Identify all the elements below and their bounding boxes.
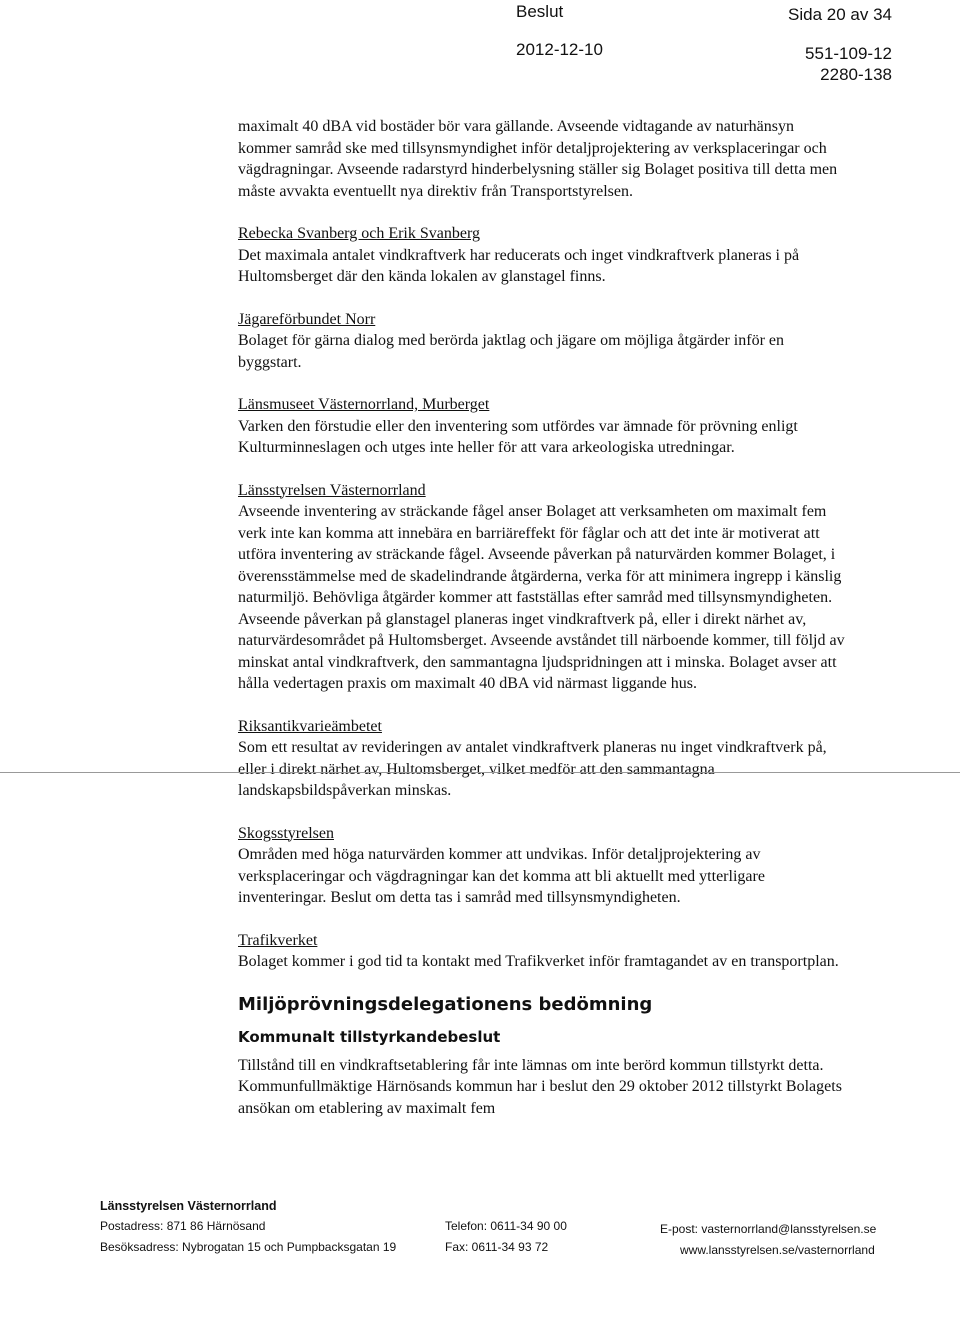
subsection-heading: Kommunalt tillstyrkandebeslut xyxy=(238,1028,501,1046)
response-section xyxy=(238,309,850,374)
intro-paragraph: maximalt 40 dBA vid bostäder bör vara gällande. Avseende vidtagande av naturhänsyn kommer samråd ske med tillsynsmyndighet inför detaljprojektering av verksplaceringar och vägdragningar. Avseende radarstyrd hinderbelysning ställer sig Bolaget positiva till detta men måste avvakta eventuellt nya direktiv från Transportstyrelsen. xyxy=(238,118,838,200)
response-section xyxy=(238,716,850,802)
footer-postal-address: Postadress: 871 86 Härnösand xyxy=(100,1219,266,1233)
response-section xyxy=(238,823,850,909)
respondent-name: Jägareförbundet Norr xyxy=(238,310,376,328)
document-date: 2012-12-10 xyxy=(516,40,603,59)
response-section xyxy=(238,223,850,288)
footer-org-name: Länsstyrelsen Västernorrland xyxy=(100,1199,277,1213)
response-text: Områden med höga naturvärden kommer att undvikas. Inför detaljprojektering av verksplaceringar och vägdragningar kan det komma att bli aktuellt med ytterligare inventeringar. Beslut om detta tas i samråd med tillsynsmyndigheten. xyxy=(238,846,765,906)
footer-phone: Telefon: 0611-34 90 00 xyxy=(445,1219,567,1233)
response-section xyxy=(238,930,850,973)
response-text: Varken den förstudie eller den inventering som utfördes var ämnade för prövning enligt Kulturminneslagen och utges inte heller för att vara arkeologiska utredningar. xyxy=(238,417,798,456)
response-section xyxy=(238,480,850,695)
footer-website: www.lansstyrelsen.se/vasternorrland xyxy=(680,1243,875,1257)
respondent-name: Trafikverket xyxy=(238,931,318,949)
respondent-name: Länsstyrelsen Västernorrland xyxy=(238,481,426,499)
response-text: Avseende inventering av sträckande fågel anser Bolaget att verksamheten om maximalt fem verk inte kan komma att innebära en barriäreffekt för fåglar och att det inte är motiverat att utföra inventering av sträckande fågel. Avseende påverkan på naturvärden kommer Bolaget, i överensstämmelse med de skadelindrande åtgärderna, verka för att minimera ingrepp i känslig naturmiljö. Behövliga åtgärder kommer att fastställas efter samråd med tillsynsmyndigheten. Avseende påverkan på glanstagel planeras inget vindkraftverk på, eller i direkt närhet av, naturvärdesområdet på Hultomsberget. Avseende avståndet till närboende kommer, till följd av minskat antal vindkraftverk, den sammantagna ljudspridningen att i minska. Bolaget avser att hålla vedertagen praxis om maximalt 40 dBA vid närmast liggande hus. xyxy=(238,503,845,692)
footer-fax: Fax: 0611-34 93 72 xyxy=(445,1240,549,1254)
section-heading: Miljöprövningsdelegationens bedömning xyxy=(238,993,653,1015)
page-number: Sida 20 av 34 xyxy=(788,5,892,24)
response-text: Bolaget kommer i god tid ta kontakt med Trafikverket inför framtagandet av en transportplan. xyxy=(238,953,839,970)
response-text: Som ett resultat av revideringen av antalet vindkraftverk planeras nu inget vindkraftverk på, eller i direkt närhet av, Hultomsberget, vilket medför att den sammantagna landskapsbildspåverkan minskas. xyxy=(238,739,827,799)
document-type: Beslut xyxy=(516,2,564,21)
footer-email: E-post: vasternorrland@lansstyrelsen.se xyxy=(660,1222,877,1236)
reference-number: 551-109-12 xyxy=(805,44,892,63)
respondent-name: Länsmuseet Västernorrland, Murberget xyxy=(238,396,490,413)
response-text: Det maximala antalet vindkraftverk har reducerats och inget vindkraftverk planeras i på Hultomsberget där den kända lokalen av glanstagel finns. xyxy=(238,246,800,285)
document-body xyxy=(238,116,850,1119)
reference-code: 2280-138 xyxy=(820,65,892,84)
respondent-name: Skogsstyrelsen xyxy=(238,824,334,842)
footer-visiting-address: Besöksadress: Nybrogatan 15 och Pumpbacksgatan 19 xyxy=(100,1240,397,1254)
respondent-name: Riksantikvarieämbetet xyxy=(238,717,382,735)
assessment-text: Tillstånd till en vindkraftsetablering får inte lämnas om inte berörd kommun tillstyrkt detta. Kommunfullmäktige Härnösands kommun har i beslut den 29 oktober 2012 tillstyrkt Bolagets ansökan om etablering av maximalt fem xyxy=(238,1056,842,1117)
response-section xyxy=(238,394,850,459)
response-text: Bolaget för gärna dialog med berörda jaktlag och jägare om möjliga åtgärder inför en byggstart. xyxy=(238,332,785,371)
respondent-name: Rebecka Svanberg och Erik Svanberg xyxy=(238,225,481,242)
scan-divider-line xyxy=(0,772,960,773)
